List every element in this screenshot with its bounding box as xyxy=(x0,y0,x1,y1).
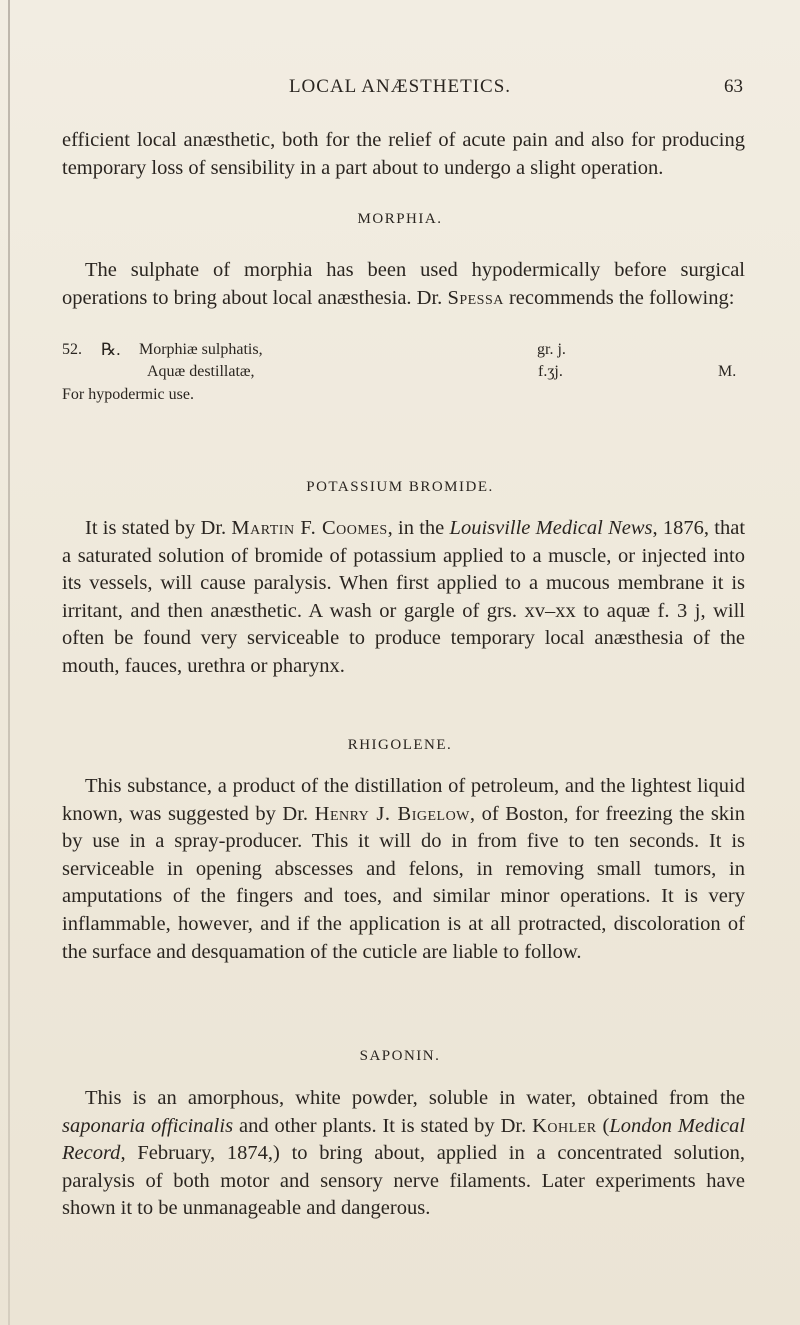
drug-line-2: Aquæ destillatæ, xyxy=(147,363,255,380)
journal-louisville: Louisville Medical News xyxy=(449,517,653,539)
journal-london-medical-record: London Medical Record xyxy=(62,1114,746,1165)
plant-saponaria: saponaria officinalis xyxy=(62,1114,234,1137)
author-spessa: Spessa xyxy=(447,286,504,309)
heading-potassium-bromide: POTASSIUM BROMIDE. xyxy=(306,479,494,495)
saponin-text-d: , February, 1874,) to bring about, applied in a concentrated solution, paralysis of both motor and sensory nerve filaments. Later experiments have shown it to be unmanageable and dangerous. xyxy=(62,1142,745,1220)
potassium-text-c: , 1876, that a saturated solution of bromide of potassium applied to a muscle, or injected into its vessels, will cause paralysis. When first applied to a mucous membrane it is irritant, and then anæsthetic. A wash or gargle of grs. xv–xx to aquæ f. 3 j, will often be found very serviceable to produce temporary local anæsthesia of the mouth, fauces, urethra or pharynx. xyxy=(62,517,746,677)
potassium-text-a: It is stated by Dr. xyxy=(85,517,227,539)
heading-saponin: SAPONIN. xyxy=(359,1048,441,1064)
saponin-text-b: and other plants. It is stated by Dr. xyxy=(238,1114,527,1137)
running-title: LOCAL ANÆSTHETICS. xyxy=(288,76,512,97)
recipe-symbol: ℞. xyxy=(101,340,121,359)
potassium-text-b: , in the xyxy=(387,517,445,539)
author-coomes: Martin F. Coomes xyxy=(231,517,388,539)
drug-line-1: Morphiæ sulphatis, xyxy=(139,341,263,358)
prescription-note: For hypodermic use. xyxy=(62,386,194,403)
rhigolene-paragraph xyxy=(62,773,745,966)
prescription-number: 52. xyxy=(62,341,82,358)
rhigolene-text-a: This substance, a product of the distillation of petroleum, and the lightest liquid known, was suggested by Dr. xyxy=(62,775,745,825)
saponin-text-a: This is an amorphous, white powder, soluble in water, obtained from the xyxy=(85,1087,745,1109)
morphia-text-2: recommends the following: xyxy=(508,286,735,309)
saponin-paragraph xyxy=(62,1085,745,1223)
potassium-paragraph xyxy=(62,515,745,681)
intro-paragraph: efficient local anæsthetic, both for the relief of acute pain and also for producing temporary loss of sensibility in a part about to undergo a slight operation. xyxy=(62,129,745,179)
page-edge-shadow xyxy=(8,0,10,1325)
qty-line-1: gr. j. xyxy=(537,341,566,358)
page-number: 63 xyxy=(724,76,743,97)
running-head xyxy=(0,76,800,100)
qty-line-2: f.ʒj. xyxy=(538,363,563,380)
author-kohler: Kohler xyxy=(532,1114,597,1137)
heading-rhigolene: RHIGOLENE. xyxy=(347,737,453,753)
morphia-text-1: The sulphate of morphia has been used hypodermically before surgical operations to bring about local anæsthesia. Dr. xyxy=(62,259,745,309)
author-bigelow: Henry J. Bigelow xyxy=(314,802,470,825)
misce-sign: M. xyxy=(718,363,737,380)
saponin-text-c: ( xyxy=(602,1114,610,1137)
rhigolene-text-b: , of Boston, for freezing the skin by use in a spray-producer. This it will do in from five to ten seconds. It is serviceable in opening abscesses and felons, in removing small tumors, in amputations of the fingers and toes, and similar minor operations. It is very inflammable, however, and if the application is at all protracted, discoloration of the surface and desquamation of the cuticle are liable to follow. xyxy=(62,802,746,963)
morphia-paragraph xyxy=(62,257,745,312)
heading-morphia: MORPHIA. xyxy=(357,211,443,227)
